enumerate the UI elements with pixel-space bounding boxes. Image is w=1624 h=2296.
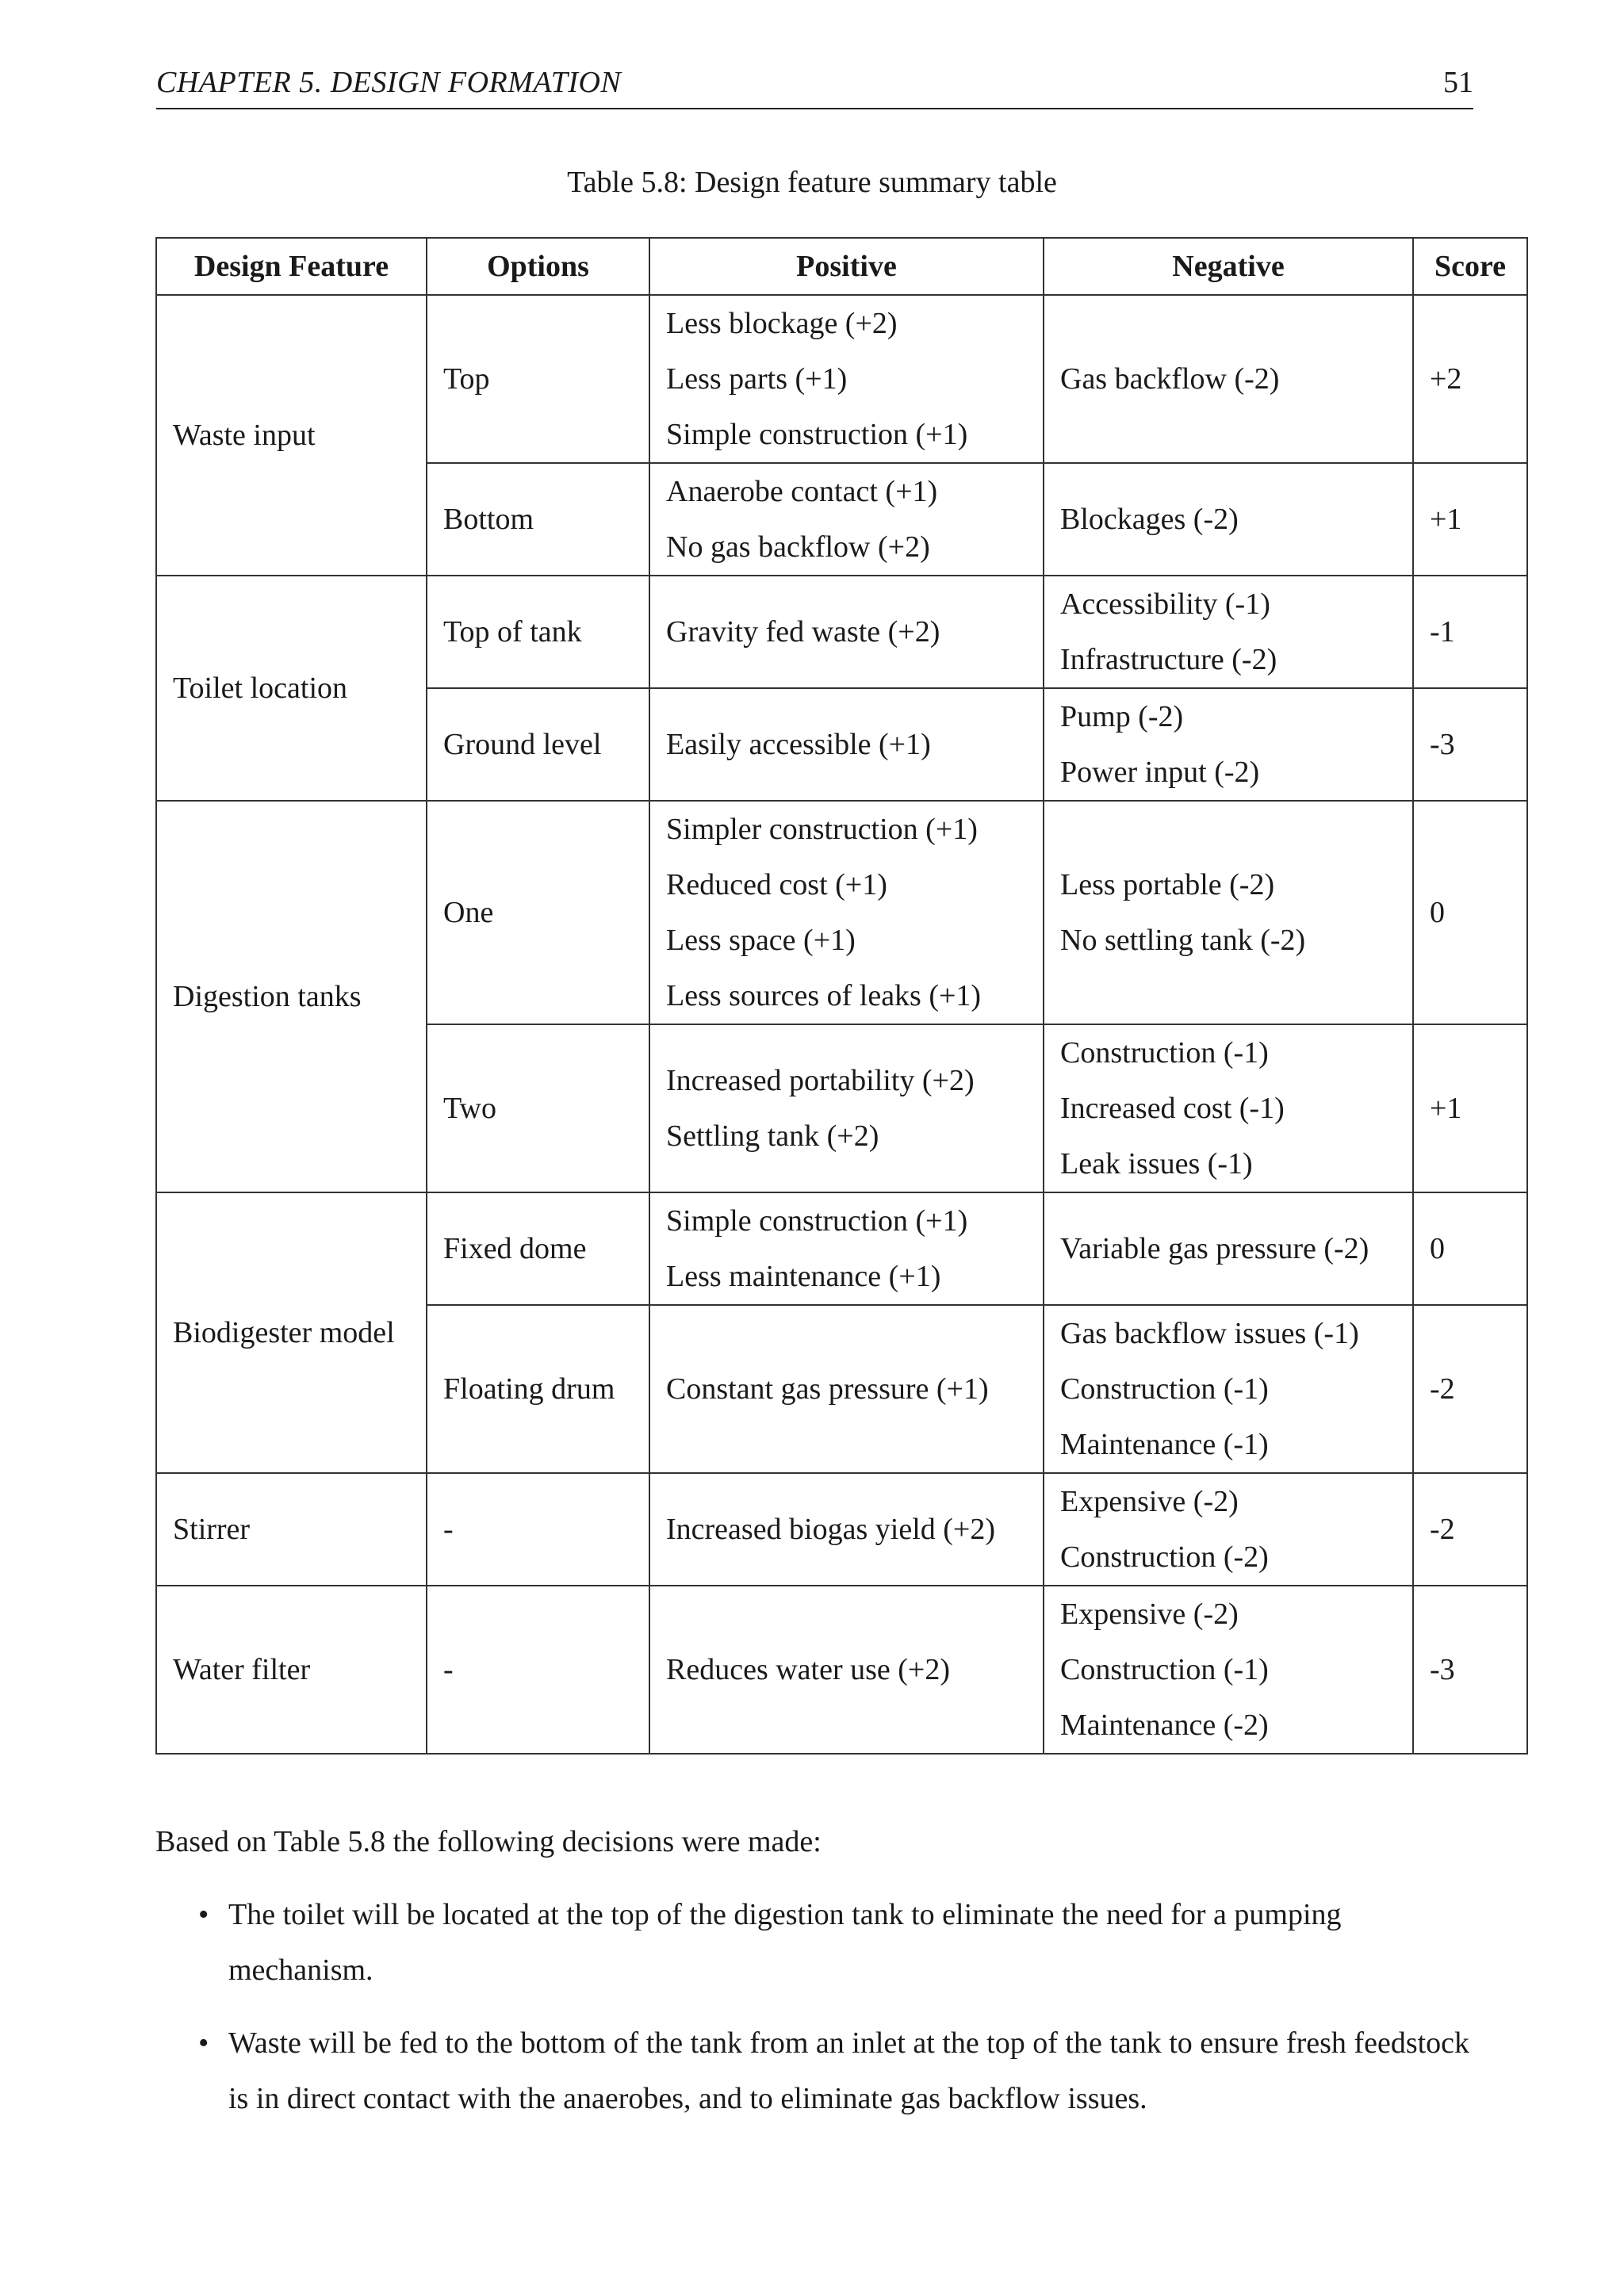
option-cell: - [427,1473,649,1586]
positive-item: Settling tank (+2) [666,1119,879,1153]
table-row [156,1473,1527,1586]
negative-item: Accessibility (-1) [1060,587,1270,621]
option-cell: Top [427,295,649,463]
option-cell: Top of tank [427,576,649,688]
positive-item: Less parts (+1) [666,362,848,396]
running-title: CHAPTER 5. DESIGN FORMATION [156,66,622,99]
score-cell: +1 [1413,463,1527,576]
positive-item: Simpler construction (+1) [666,813,978,846]
score-cell: 0 [1413,801,1527,1024]
negative-cell [1044,295,1413,463]
negative-item: Maintenance (-2) [1060,1709,1269,1742]
negative-item: Less portable (-2) [1060,868,1275,901]
negative-cell [1044,801,1413,1024]
list-item [155,1887,1473,1998]
table-header-row [156,238,1527,295]
negative-item: Variable gas pressure (-2) [1060,1232,1369,1265]
negative-item: Blockages (-2) [1060,503,1239,536]
table-row [156,801,1527,1024]
score-cell: 0 [1413,1192,1527,1305]
score-cell: -2 [1413,1305,1527,1473]
decisions-list [155,1887,1473,2144]
column-header-options: Options [427,238,649,295]
design-feature-cell: Stirrer [156,1473,427,1586]
positive-item: Less blockage (+2) [666,307,898,340]
positive-cell [649,801,1044,1024]
table-row [156,1586,1527,1754]
option-cell: Ground level [427,688,649,801]
positive-item: Simple construction (+1) [666,418,968,451]
table-body [156,295,1527,1754]
negative-cell [1044,1192,1413,1305]
negative-item: Maintenance (-1) [1060,1428,1269,1461]
negative-item: Construction (-1) [1060,1653,1269,1686]
negative-item: Expensive (-2) [1060,1485,1239,1518]
positive-cell [649,1024,1044,1192]
table-caption: Table 5.8: Design feature summary table [567,166,1057,199]
score-cell: +1 [1413,1024,1527,1192]
column-header-score: Score [1413,238,1527,295]
negative-cell [1044,1024,1413,1192]
negative-cell [1044,463,1413,576]
design-feature-cell: Water filter [156,1586,427,1754]
decisions-intro: Based on Table 5.8 the following decisions were made: [155,1825,822,1858]
negative-cell [1044,1473,1413,1586]
negative-item: Construction (-2) [1060,1540,1269,1574]
positive-cell [649,688,1044,801]
negative-item: Increased cost (-1) [1060,1092,1285,1125]
option-cell: Floating drum [427,1305,649,1473]
design-feature-table [155,237,1528,1755]
design-feature-cell: Digestion tanks [156,801,427,1192]
column-header-negative: Negative [1044,238,1413,295]
positive-item: Simple construction (+1) [666,1204,968,1238]
positive-item: Reduces water use (+2) [666,1653,951,1686]
negative-cell [1044,576,1413,688]
positive-item: No gas backflow (+2) [666,530,930,564]
decision-text: The toilet will be located at the top of the digestion tank to eliminate the need for a pumping mechanism. [228,1898,1342,1987]
page-number: 51 [1443,66,1473,99]
positive-cell [649,463,1044,576]
positive-cell [649,1305,1044,1473]
positive-item: Reduced cost (+1) [666,868,887,901]
positive-item: Gravity fed waste (+2) [666,615,940,649]
negative-cell [1044,688,1413,801]
bullet-icon: • [198,2026,209,2060]
list-item [155,2015,1473,2126]
table-row [156,295,1527,463]
option-cell: Two [427,1024,649,1192]
positive-cell [649,1586,1044,1754]
negative-item: Construction (-1) [1060,1036,1269,1070]
option-cell: - [427,1586,649,1754]
option-cell: Fixed dome [427,1192,649,1305]
negative-item: Gas backflow (-2) [1060,362,1280,396]
table-row [156,1192,1527,1305]
positive-item: Less maintenance (+1) [666,1260,941,1293]
positive-item: Less space (+1) [666,924,856,957]
positive-cell [649,1192,1044,1305]
design-feature-cell: Toilet location [156,576,427,801]
negative-cell [1044,1586,1413,1754]
positive-cell [649,295,1044,463]
negative-item: Pump (-2) [1060,700,1184,733]
column-header-design-feature: Design Feature [156,238,427,295]
option-cell: One [427,801,649,1024]
negative-item: Expensive (-2) [1060,1598,1239,1631]
negative-item: Power input (-2) [1060,756,1260,789]
positive-item: Less sources of leaks (+1) [666,979,982,1012]
negative-item: Gas backflow issues (-1) [1060,1317,1359,1350]
score-cell: -1 [1413,576,1527,688]
score-cell: +2 [1413,295,1527,463]
page-header [156,62,1473,109]
positive-item: Constant gas pressure (+1) [666,1372,989,1406]
negative-item: Construction (-1) [1060,1372,1269,1406]
negative-cell [1044,1305,1413,1473]
positive-item: Increased portability (+2) [666,1064,975,1097]
positive-item: Anaerobe contact (+1) [666,475,938,508]
negative-item: Leak issues (-1) [1060,1147,1253,1181]
table-row [156,576,1527,688]
design-feature-cell: Waste input [156,295,427,576]
positive-item: Easily accessible (+1) [666,728,931,761]
design-feature-cell: Biodigester model [156,1192,427,1473]
score-cell: -3 [1413,688,1527,801]
positive-cell [649,1473,1044,1586]
negative-item: Infrastructure (-2) [1060,643,1277,676]
negative-item: No settling tank (-2) [1060,924,1306,957]
decision-text: Waste will be fed to the bottom of the tank from an inlet at the top of the tank to ensure fresh feedstock is in direct contact with the anaerobes, and to eliminate gas backflow issues. [228,2026,1470,2115]
column-header-positive: Positive [649,238,1044,295]
positive-item: Increased biogas yield (+2) [666,1513,995,1546]
option-cell: Bottom [427,463,649,576]
bullet-icon: • [198,1898,209,1931]
positive-cell [649,576,1044,688]
score-cell: -3 [1413,1586,1527,1754]
score-cell: -2 [1413,1473,1527,1586]
